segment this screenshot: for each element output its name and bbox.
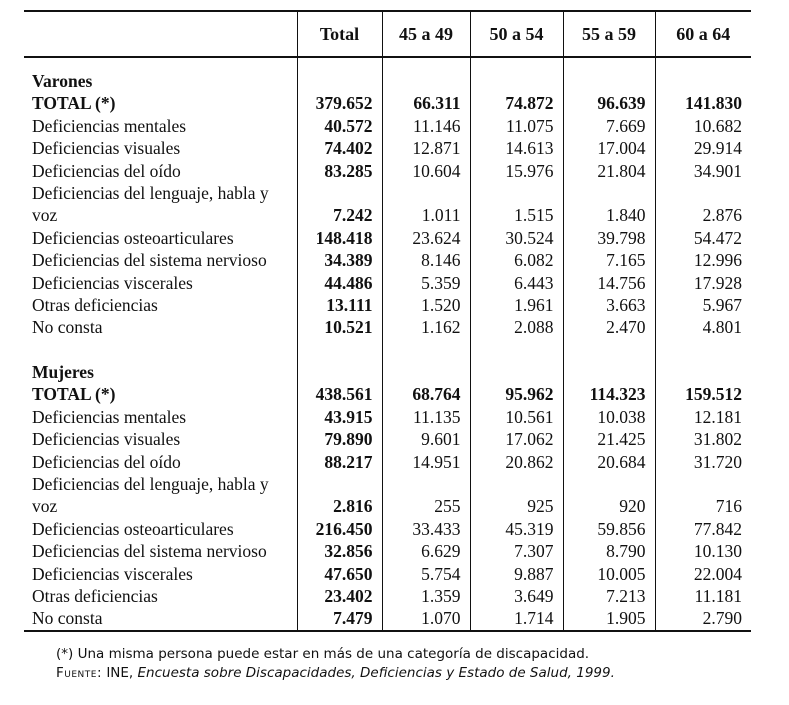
total-value: 83.285 bbox=[297, 160, 382, 182]
age-group-value: 1.011 bbox=[382, 182, 470, 227]
section-title: Mujeres bbox=[32, 361, 94, 382]
source-line bbox=[56, 664, 615, 683]
empty-cell bbox=[470, 70, 563, 92]
spacer-cell bbox=[24, 339, 297, 361]
age-group-value: 6.443 bbox=[470, 272, 563, 294]
age-group-value: 1.515 bbox=[470, 182, 563, 227]
age-group-value: 2.088 bbox=[470, 316, 563, 338]
age-group-value: 11.181 bbox=[655, 585, 751, 607]
section-header-row bbox=[24, 361, 751, 383]
table-row bbox=[24, 540, 751, 562]
age-group-value: 10.604 bbox=[382, 160, 470, 182]
age-group-value: 141.830 bbox=[655, 92, 751, 114]
source-title: Encuesta sobre Discapacidades, Deficiencias y Estado de Salud, 1999. bbox=[137, 665, 615, 681]
empty-cell bbox=[297, 361, 382, 383]
spacer-cell bbox=[297, 339, 382, 361]
row-label: TOTAL (*) bbox=[32, 384, 116, 405]
empty-cell bbox=[382, 70, 470, 92]
row-label: Deficiencias osteoarticulares bbox=[32, 227, 234, 248]
table-row bbox=[24, 428, 751, 450]
section-title: Varones bbox=[32, 71, 93, 91]
age-group-value: 20.684 bbox=[563, 451, 655, 473]
table-row bbox=[24, 160, 751, 182]
total-value: 2.816 bbox=[297, 473, 382, 518]
row-label: Deficiencias mentales bbox=[32, 406, 187, 427]
table-body bbox=[24, 57, 751, 631]
age-group-value: 11.075 bbox=[470, 115, 563, 137]
age-group-value: 7.307 bbox=[470, 540, 563, 562]
source-label: Fuente: bbox=[56, 665, 103, 681]
age-group-value: 1.520 bbox=[382, 294, 470, 316]
row-label: Deficiencias mentales bbox=[32, 115, 187, 136]
row-label: Deficiencias viscerales bbox=[32, 272, 193, 293]
age-group-value: 20.862 bbox=[470, 451, 563, 473]
age-group-value: 255 bbox=[382, 473, 470, 518]
age-group-value: 1.961 bbox=[470, 294, 563, 316]
disability-table bbox=[24, 10, 751, 632]
total-value: 34.389 bbox=[297, 249, 382, 271]
spacer-cell bbox=[470, 339, 563, 361]
age-group-value: 39.798 bbox=[563, 227, 655, 249]
age-group-value: 31.720 bbox=[655, 451, 751, 473]
age-group-value: 23.624 bbox=[382, 227, 470, 249]
total-value: 74.402 bbox=[297, 137, 382, 159]
age-group-value: 10.038 bbox=[563, 406, 655, 428]
age-group-value: 74.872 bbox=[470, 92, 563, 114]
age-group-value: 8.146 bbox=[382, 249, 470, 271]
total-value: 23.402 bbox=[297, 585, 382, 607]
age-group-value: 12.871 bbox=[382, 137, 470, 159]
total-value: 88.217 bbox=[297, 451, 382, 473]
age-group-value: 2.876 bbox=[655, 182, 751, 227]
table-row bbox=[24, 383, 751, 405]
header-cell-total: Total bbox=[297, 11, 382, 57]
age-group-value: 77.842 bbox=[655, 518, 751, 540]
header-row bbox=[24, 11, 751, 57]
age-group-value: 29.914 bbox=[655, 137, 751, 159]
header-cell-50-54: 50 a 54 bbox=[470, 11, 563, 57]
age-group-value: 1.359 bbox=[382, 585, 470, 607]
spacer-cell bbox=[563, 339, 655, 361]
table-row bbox=[24, 272, 751, 294]
header-cell-55-59: 55 a 59 bbox=[563, 11, 655, 57]
age-group-value: 10.005 bbox=[563, 563, 655, 585]
age-group-value: 12.996 bbox=[655, 249, 751, 271]
age-group-value: 9.887 bbox=[470, 563, 563, 585]
age-group-value: 10.682 bbox=[655, 115, 751, 137]
table-row bbox=[24, 473, 751, 518]
total-value: 47.650 bbox=[297, 563, 382, 585]
empty-cell bbox=[563, 361, 655, 383]
age-group-value: 31.802 bbox=[655, 428, 751, 450]
age-group-value: 159.512 bbox=[655, 383, 751, 405]
age-group-value: 14.613 bbox=[470, 137, 563, 159]
total-value: 43.915 bbox=[297, 406, 382, 428]
total-value: 40.572 bbox=[297, 115, 382, 137]
total-value: 379.652 bbox=[297, 92, 382, 114]
age-group-value: 5.359 bbox=[382, 272, 470, 294]
empty-cell bbox=[655, 70, 751, 92]
spacer-cell bbox=[382, 57, 470, 70]
age-group-value: 7.165 bbox=[563, 249, 655, 271]
age-group-value: 114.323 bbox=[563, 383, 655, 405]
age-group-value: 3.663 bbox=[563, 294, 655, 316]
empty-cell bbox=[382, 361, 470, 383]
table-row bbox=[24, 563, 751, 585]
table-row bbox=[24, 137, 751, 159]
table-row bbox=[24, 249, 751, 271]
age-group-value: 10.130 bbox=[655, 540, 751, 562]
age-group-value: 1.070 bbox=[382, 607, 470, 630]
age-group-value: 17.004 bbox=[563, 137, 655, 159]
row-label: No consta bbox=[32, 317, 103, 338]
age-group-value: 68.764 bbox=[382, 383, 470, 405]
source-org: INE, bbox=[106, 665, 134, 681]
age-group-value: 6.629 bbox=[382, 540, 470, 562]
age-group-value: 7.669 bbox=[563, 115, 655, 137]
age-group-value: 1.714 bbox=[470, 607, 563, 630]
spacer-cell bbox=[297, 57, 382, 70]
table-row bbox=[24, 607, 751, 630]
age-group-value: 15.976 bbox=[470, 160, 563, 182]
age-group-value: 925 bbox=[470, 473, 563, 518]
table-row bbox=[24, 585, 751, 607]
age-group-value: 6.082 bbox=[470, 249, 563, 271]
age-group-value: 95.962 bbox=[470, 383, 563, 405]
footnote: (*) Una misma persona puede estar en más de una categoría de discapacidad. bbox=[56, 646, 590, 662]
table-notes bbox=[56, 645, 615, 683]
spacer-cell bbox=[24, 57, 297, 70]
section-header-row bbox=[24, 70, 751, 92]
age-group-value: 30.524 bbox=[470, 227, 563, 249]
table-row bbox=[24, 406, 751, 428]
age-group-value: 920 bbox=[563, 473, 655, 518]
age-group-value: 96.639 bbox=[563, 92, 655, 114]
age-group-value: 4.801 bbox=[655, 316, 751, 338]
empty-cell bbox=[655, 361, 751, 383]
total-value: 44.486 bbox=[297, 272, 382, 294]
empty-cell bbox=[470, 361, 563, 383]
age-group-value: 2.470 bbox=[563, 316, 655, 338]
age-group-value: 8.790 bbox=[563, 540, 655, 562]
age-group-value: 11.146 bbox=[382, 115, 470, 137]
total-value: 10.521 bbox=[297, 316, 382, 338]
header-cell-60-64: 60 a 64 bbox=[655, 11, 751, 57]
table-row bbox=[24, 451, 751, 473]
age-group-value: 9.601 bbox=[382, 428, 470, 450]
total-value: 79.890 bbox=[297, 428, 382, 450]
row-label: Deficiencias viscerales bbox=[32, 563, 193, 584]
age-group-value: 5.754 bbox=[382, 563, 470, 585]
row-label: Deficiencias del oído bbox=[32, 451, 181, 472]
age-group-value: 12.181 bbox=[655, 406, 751, 428]
table-row bbox=[24, 115, 751, 137]
row-label: No consta bbox=[24, 607, 297, 630]
row-label: Deficiencias del sistema nervioso bbox=[32, 250, 267, 271]
row-label: Deficiencias del lenguaje, habla y voz bbox=[32, 473, 269, 517]
total-value: 438.561 bbox=[297, 383, 382, 405]
age-group-value: 2.790 bbox=[655, 607, 751, 630]
row-label: Deficiencias del lenguaje, habla y voz bbox=[32, 183, 269, 226]
spacer-cell bbox=[655, 57, 751, 70]
age-group-value: 1.840 bbox=[563, 182, 655, 227]
table-row bbox=[24, 92, 751, 114]
age-group-value: 21.425 bbox=[563, 428, 655, 450]
row-label: Otras deficiencias bbox=[32, 585, 158, 606]
age-group-value: 21.804 bbox=[563, 160, 655, 182]
row-label: Deficiencias del sistema nervioso bbox=[32, 541, 267, 562]
age-group-value: 1.905 bbox=[563, 607, 655, 630]
age-group-value: 10.561 bbox=[470, 406, 563, 428]
row-label: Deficiencias visuales bbox=[32, 429, 181, 450]
age-group-value: 54.472 bbox=[655, 227, 751, 249]
total-value: 7.242 bbox=[297, 182, 382, 227]
table-row bbox=[24, 227, 751, 249]
spacer-row bbox=[24, 57, 751, 70]
total-value: 148.418 bbox=[297, 227, 382, 249]
row-label: Deficiencias visuales bbox=[32, 138, 181, 159]
table-row bbox=[24, 518, 751, 540]
empty-cell bbox=[563, 70, 655, 92]
age-group-value: 11.135 bbox=[382, 406, 470, 428]
row-label: Deficiencias del oído bbox=[32, 160, 181, 181]
age-group-value: 5.967 bbox=[655, 294, 751, 316]
header-cell-label bbox=[24, 11, 297, 57]
row-label: TOTAL (*) bbox=[32, 93, 116, 114]
total-value: 32.856 bbox=[297, 540, 382, 562]
age-group-value: 33.433 bbox=[382, 518, 470, 540]
age-group-value: 45.319 bbox=[470, 518, 563, 540]
age-group-value: 3.649 bbox=[470, 585, 563, 607]
table-row bbox=[24, 294, 751, 316]
row-label: Deficiencias osteoarticulares bbox=[32, 518, 234, 539]
total-value: 7.479 bbox=[297, 607, 382, 630]
total-value: 13.111 bbox=[297, 294, 382, 316]
total-value: 216.450 bbox=[297, 518, 382, 540]
age-group-value: 34.901 bbox=[655, 160, 751, 182]
spacer-cell bbox=[382, 339, 470, 361]
spacer-row bbox=[24, 339, 751, 361]
age-group-value: 7.213 bbox=[563, 585, 655, 607]
age-group-value: 17.928 bbox=[655, 272, 751, 294]
spacer-cell bbox=[470, 57, 563, 70]
header-cell-45-49: 45 a 49 bbox=[382, 11, 470, 57]
spacer-cell bbox=[563, 57, 655, 70]
age-group-value: 716 bbox=[655, 473, 751, 518]
table-row bbox=[24, 182, 751, 227]
age-group-value: 17.062 bbox=[470, 428, 563, 450]
spacer-cell bbox=[655, 339, 751, 361]
table-row bbox=[24, 316, 751, 338]
age-group-value: 59.856 bbox=[563, 518, 655, 540]
age-group-value: 14.951 bbox=[382, 451, 470, 473]
age-group-value: 1.162 bbox=[382, 316, 470, 338]
age-group-value: 14.756 bbox=[563, 272, 655, 294]
age-group-value: 22.004 bbox=[655, 563, 751, 585]
empty-cell bbox=[297, 70, 382, 92]
age-group-value: 66.311 bbox=[382, 92, 470, 114]
row-label: Otras deficiencias bbox=[32, 295, 158, 316]
